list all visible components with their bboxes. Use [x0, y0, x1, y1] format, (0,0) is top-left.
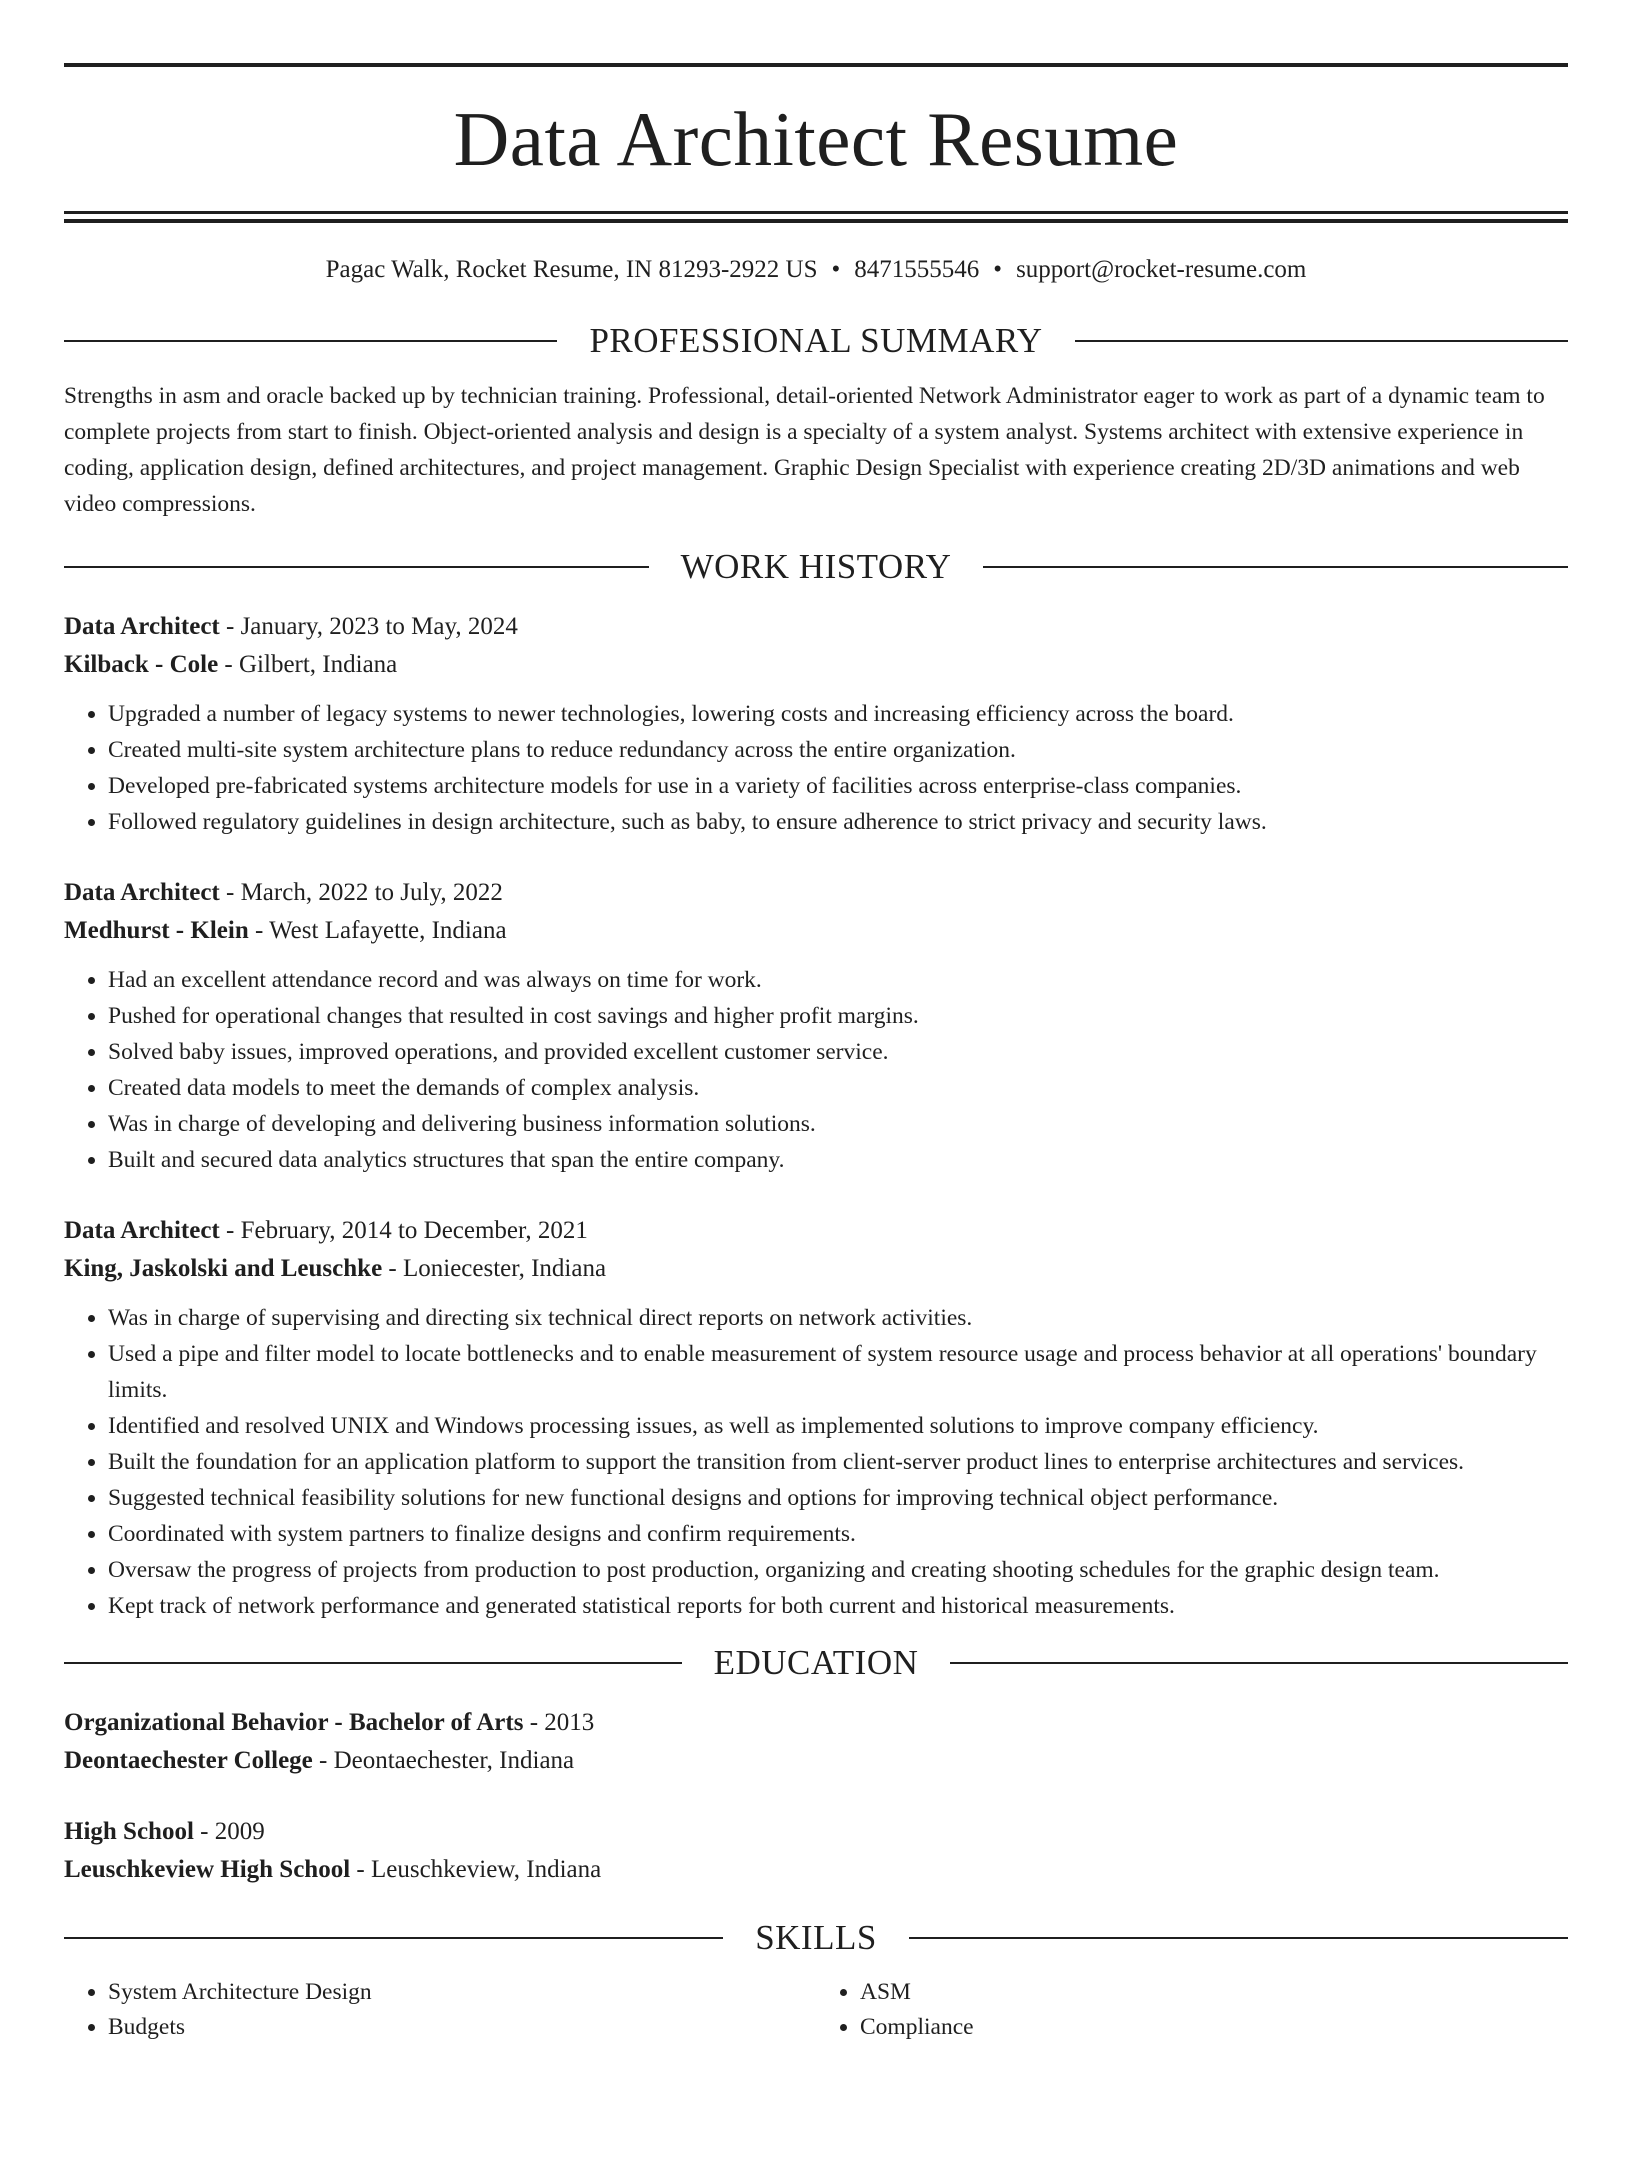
education-degree-line: [64, 1813, 1568, 1851]
education-school-line: [64, 1742, 1568, 1780]
bullet-item: • Used a pipe and filter model to locate bottlenecks and to enable measurement of system resource usage and process behavior at all operations' boundary limits.: [108, 1336, 1568, 1408]
job-dates: - February, 2014 to December, 2021: [219, 1217, 588, 1244]
work-history-list: [64, 608, 1568, 1624]
bullet-item: • Built the foundation for an application platform to support the transition from client-server product lines to enterprise architectures and services.: [108, 1444, 1568, 1480]
top-rule: [64, 63, 1568, 67]
job-company-line: [64, 912, 1568, 950]
job-company: Kilback - Cole: [64, 651, 219, 678]
resume-page: [64, 63, 1568, 2045]
summary-text: Strengths in asm and oracle backed up by technician training. Professional, detail-oriented Network Administrator eager to work as part of a dynamic team to complete projects from start to finish. Object-oriented analysis and design is a specialty of a system analyst. Systems architect with extensive experience in coding, application design, defined architectures, and project management. Graphic Design Specialist with experience creating 2D/3D animations and web video compressions.: [64, 383, 1545, 517]
job-title-line: [64, 874, 1568, 912]
skill-item: • ASM: [860, 1975, 1568, 2010]
job-dates: - March, 2022 to July, 2022: [219, 879, 503, 906]
section-heading-education: [64, 1640, 1568, 1686]
bullet-item: • Coordinated with system partners to finalize designs and confirm requirements.: [108, 1516, 1568, 1552]
job-title: Data Architect: [64, 1217, 220, 1244]
title-double-rule: [64, 211, 1568, 223]
education-location: - Deontaechester, Indiana: [312, 1747, 575, 1774]
contact-phone: 8471555546: [854, 256, 980, 283]
heading-rule: [909, 1937, 1568, 1939]
job-company-line: [64, 646, 1568, 684]
skill-item: • System Architecture Design: [108, 1975, 816, 2010]
job-location: - Gilbert, Indiana: [218, 651, 398, 678]
education-degree: Organizational Behavior - Bachelor of Arts: [64, 1709, 524, 1736]
job-title-line: [64, 1212, 1568, 1250]
heading-rule: [64, 340, 557, 342]
education-school: Deontaechester College: [64, 1747, 313, 1774]
job-entry: [64, 874, 1568, 1178]
contact-email: support@rocket-resume.com: [1016, 256, 1307, 283]
job-entry: [64, 608, 1568, 840]
section-heading-work: [64, 544, 1568, 590]
education-degree: High School: [64, 1818, 194, 1845]
section-heading-summary: [64, 318, 1568, 364]
job-company: King, Jaskolski and Leuschke: [64, 1255, 383, 1282]
bullet-item: • Created data models to meet the demands of complex analysis.: [108, 1070, 1568, 1106]
skill-item: • Budgets: [108, 2010, 816, 2045]
contact-line: [64, 256, 1568, 290]
bullet-item: • Built and secured data analytics structures that span the entire company.: [108, 1142, 1568, 1178]
skill-item: • Compliance: [860, 2010, 1568, 2045]
bullet-item: • Pushed for operational changes that resulted in cost savings and higher profit margins.: [108, 998, 1568, 1034]
education-school-line: [64, 1851, 1568, 1889]
heading-rule: [1075, 340, 1568, 342]
skills-list-left: [64, 1975, 816, 2045]
page-title: Data Architect Resume: [453, 96, 1179, 182]
job-location: - Loniecester, Indiana: [382, 1255, 607, 1282]
education-degree-line: [64, 1704, 1568, 1742]
education-entry: [64, 1813, 1568, 1889]
bullet-item: • Had an excellent attendance record and was always on time for work.: [108, 962, 1568, 998]
section-label: PROFESSIONAL SUMMARY: [589, 321, 1043, 360]
job-title: Data Architect: [64, 879, 220, 906]
bullet-item: • Created multi-site system architecture plans to reduce redundancy across the entire organization.: [108, 732, 1568, 768]
section-heading-skills: [64, 1915, 1568, 1961]
job-company: Medhurst - Klein: [64, 917, 249, 944]
job-entry: [64, 1212, 1568, 1624]
education-year: - 2009: [193, 1818, 265, 1845]
section-label: WORK HISTORY: [680, 547, 952, 586]
contact-separator: •: [831, 256, 841, 283]
heading-rule: [64, 566, 649, 568]
heading-rule: [64, 1937, 723, 1939]
education-location: - Leuschkeview, Indiana: [350, 1856, 602, 1883]
section-label: EDUCATION: [713, 1643, 919, 1682]
job-title: Data Architect: [64, 613, 220, 640]
education-year: - 2013: [523, 1709, 595, 1736]
job-title-line: [64, 608, 1568, 646]
job-bullets: [64, 1300, 1568, 1624]
job-location: - West Lafayette, Indiana: [248, 917, 507, 944]
bullet-item: • Upgraded a number of legacy systems to newer technologies, lowering costs and increasing efficiency across the board.: [108, 696, 1568, 732]
job-bullets: [64, 696, 1568, 840]
bullet-item: • Was in charge of supervising and directing six technical direct reports on network activities.: [108, 1300, 1568, 1336]
section-label: SKILLS: [755, 1918, 877, 1957]
heading-rule: [950, 1662, 1568, 1664]
education-entry: [64, 1704, 1568, 1780]
bullet-item: • Identified and resolved UNIX and Windows processing issues, as well as implemented solutions to improve company efficiency.: [108, 1408, 1568, 1444]
education-school: Leuschkeview High School: [64, 1856, 351, 1883]
bullet-item: • Was in charge of developing and delivering business information solutions.: [108, 1106, 1568, 1142]
bullet-item: • Solved baby issues, improved operations, and provided excellent customer service.: [108, 1034, 1568, 1070]
contact-address: Pagac Walk, Rocket Resume, IN 81293-2922 US: [325, 256, 818, 283]
bullet-item: • Oversaw the progress of projects from production to post production, organizing and creating shooting schedules for the graphic design team.: [108, 1552, 1568, 1588]
bullet-item: • Kept track of network performance and generated statistical reports for both current and historical measurements.: [108, 1588, 1568, 1624]
skills-list-right: [816, 1975, 1568, 2045]
heading-rule: [983, 566, 1568, 568]
bullet-item: • Followed regulatory guidelines in design architecture, such as baby, to ensure adherence to strict privacy and security laws.: [108, 804, 1568, 840]
job-dates: - January, 2023 to May, 2024: [219, 613, 518, 640]
job-bullets: [64, 962, 1568, 1178]
bullet-item: • Developed pre-fabricated systems architecture models for use in a variety of facilities across enterprise-class companies.: [108, 768, 1568, 804]
bullet-item: • Suggested technical feasibility solutions for new functional designs and options for improving technical object performance.: [108, 1480, 1568, 1516]
heading-rule: [64, 1662, 682, 1664]
education-list: [64, 1704, 1568, 1889]
job-company-line: [64, 1250, 1568, 1288]
skills-columns: [64, 1975, 1568, 2045]
contact-separator: •: [993, 256, 1003, 283]
